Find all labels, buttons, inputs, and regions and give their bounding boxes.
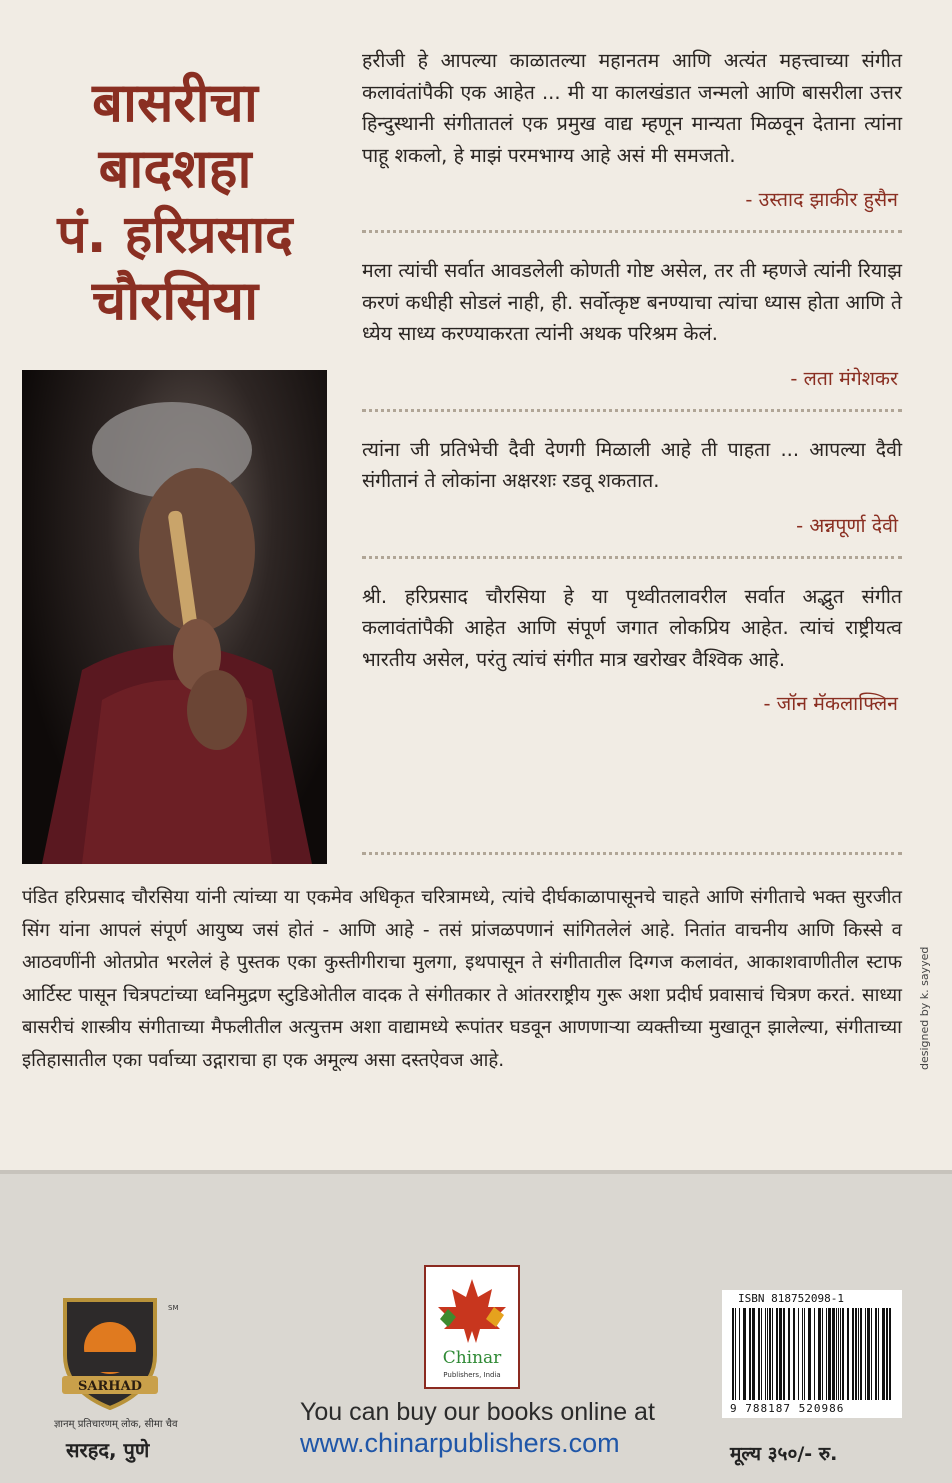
maple-leaf-icon <box>426 1267 518 1387</box>
quote-author: - उस्ताद झाकीर हुसैन <box>745 188 898 211</box>
title-line-2: बादशहा <box>98 137 252 200</box>
book-blurb: पंडित हरिप्रसाद चौरसिया यांनी त्यांच्या या एकमेव अधिकृत चरित्रामध्ये, त्यांचे दीर्घकाळापासूनचे चाहते आणि संगीताचे भक्त सुरजीत सिंग यांना आपलं संपूर्ण आयुष्य जसं होतं - आणि आहे - तसं प्रांजळपणानं सांगितलेलं आहे. नितांत वाचनीय आणि किस्से व आठवणींनी ओतप्रोत भरलेलं हे पुस्तक एका कुस्तीगीराचा मुलगा, इथपासून ते संगीतातील दिग्गज कलावंत, आकाशवाणीतील स्टाफ आर्टिस्ट पासून चित्रपटांच्या ध्वनिमुद्रण स्टुडिओतील वादक ते संगीतकार ते आंतरराष्ट्रीय गुरू अशा प्रदीर्घ प्रवासाचं चित्रण करतं. साध्या बासरीचं शास्त्रीय संगीताच्या मैफलीतील अत्युत्तम अशा वाद्यामध्ये रूपांतर घडवून आणणाऱ्या व्यक्तीच्या मुखातून झालेल्या, संगीताच्या इतिहासातील एका पर्वाच्या उद्गाराचा हा एक अमूल्य असा दस्तऐवज आहे. <box>22 887 902 1071</box>
sarhad-sm-mark: SM <box>168 1304 179 1312</box>
quote-author: - लता मंगेशकर <box>790 366 898 390</box>
book-title <box>20 70 330 334</box>
barcode-number: 9 788187 520986 <box>730 1402 845 1415</box>
sarhad-shield-icon <box>50 1290 180 1410</box>
title-line-4: चौरसिया <box>91 269 259 332</box>
price-label: मूल्य ३५०/- रु. <box>730 1443 838 1465</box>
quote-text: श्री. हरिप्रसाद चौरसिया हे या पृथ्वीतलावरील सर्वात अद्भुत संगीत कलावंतांपैकी आहेत आणि संपूर्ण जगात लोकप्रिय आहेत. त्यांचं राष्ट्रीयत्व भारतीय असेल, परंतु त्यांचं संगीत मात्र खरोखर वैश्विक आहे. <box>362 584 902 671</box>
quote-text: त्यांना जी प्रतिभेची दैवी देणगी मिळाली आहे ती पाहता ... आपल्या दैवी संगीतानं ते लोकांना अक्षरशः रडवू शकतात. <box>362 437 902 492</box>
title-line-3: पं. हरिप्रसाद <box>57 205 293 265</box>
sarhad-tagline: ज्ञानम् प्रतिचारणम् लोक, सीमा चैव <box>54 1419 178 1430</box>
title-line-1: बासरीचा <box>92 71 258 134</box>
testimonials <box>362 45 902 716</box>
author-portrait-photo <box>22 370 327 864</box>
quote-author: - अन्नपूर्णा देवी <box>796 513 898 537</box>
dotted-divider <box>362 230 902 233</box>
sarhad-logo <box>50 1290 180 1414</box>
designer-credit: designed by k. sayyed <box>918 946 931 1070</box>
quote-block <box>362 45 902 212</box>
quote-block <box>362 255 902 391</box>
quote-text: मला त्यांची सर्वात आवडलेली कोणती गोष्ट असेल, तर ती म्हणजे त्यांनी रियाझ करणं कधीही सोडलं नाही, ही. सर्वोत्कृष्ट बनण्याचा त्यांचा ध्यास होता आणि ते ध्येय साध्य करण्याकरता त्यांनी अथक परिश्रम केलं. <box>362 259 902 345</box>
publisher-url-link[interactable]: www.chinarpublishers.com <box>300 1428 620 1458</box>
chinar-sub: Publishers, India <box>443 1371 501 1379</box>
buy-online-text: You can buy our books online at <box>300 1398 655 1426</box>
quote-block <box>362 581 902 717</box>
chinar-logo <box>424 1265 520 1389</box>
sarhad-name: सरहद, पुणे <box>66 1438 150 1462</box>
sarhad-logo-text: SARHAD <box>78 1379 142 1394</box>
chinar-name: Chinar <box>442 1348 502 1368</box>
barcode-icon <box>730 1308 894 1400</box>
dotted-divider <box>362 409 902 412</box>
quote-text: हरीजी हे आपल्या काळातल्या महानतम आणि अत्यंत महत्त्वाच्या संगीत कलावंतांपैकी एक आहेत ... मी या कालखंडात जन्मलो आणि बासरीला उत्तर हिन्दुस्थानी संगीतातलं एक प्रमुख वाद्य म्हणून मान्यता मिळवून देताना त्यांना पाहू शकलो, हे माझं परमभाग्य आहे असं मी समजतो. <box>362 49 902 167</box>
quote-block <box>362 434 902 538</box>
isbn-text: ISBN 818752098-1 <box>738 1292 844 1305</box>
dotted-divider <box>362 556 902 559</box>
quote-author: - जॉन मॅकलाफ्लिन <box>763 692 898 715</box>
portrait-illustration <box>22 370 327 864</box>
dotted-divider <box>362 852 902 855</box>
footer-divider <box>0 1170 952 1174</box>
